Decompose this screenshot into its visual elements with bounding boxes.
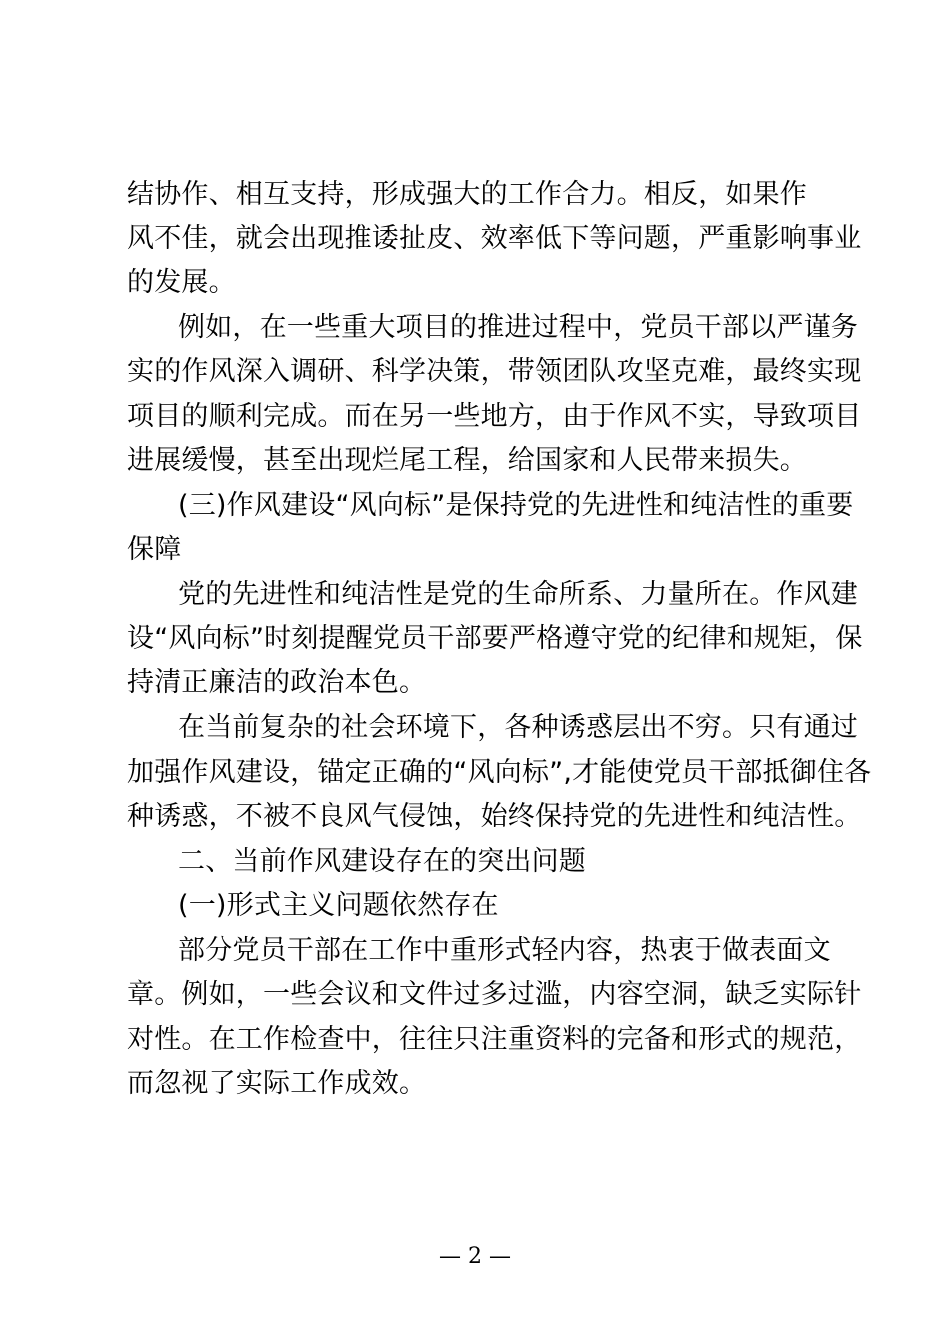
chapter-heading: 二、当前作风建设存在的突出问题 <box>178 846 586 877</box>
body-text-line: 种诱惑，不被不良风气侵蚀，始终保持党的先进性和纯洁性。 <box>127 801 862 832</box>
body-text-line: 结协作、相互支持，形成强大的工作合力。相反，如果作 <box>127 179 807 210</box>
body-text-line: 项目的顺利完成。而在另一些地方，由于作风不实，导致项目 <box>127 401 862 432</box>
body-text-line: 持清正廉洁的政治本色。 <box>127 667 427 698</box>
section-heading: (一)形式主义问题依然存在 <box>178 890 499 921</box>
body-text-line: 设“风向标”时刻提醒党员干部要严格遵守党的纪律和规矩，保 <box>127 623 863 654</box>
body-text-line: 对性。在工作检查中，往往只注重资料的完备和形式的规范， <box>127 1024 862 1055</box>
paragraph-start-line: 例如，在一些重大项目的推进过程中，党员干部以严谨务 <box>178 312 858 343</box>
paragraph-start-line: 党的先进性和纯洁性是党的生命所系、力量所在。作风建 <box>178 579 858 610</box>
body-text-line: 风不佳，就会出现推诿扯皮、效率低下等问题，严重影响事业 <box>127 223 862 254</box>
body-text-line: 而忽视了实际工作成效。 <box>127 1068 427 1099</box>
section-heading-continuation: 保障 <box>127 534 182 565</box>
section-heading: (三)作风建设“风向标”是保持党的先进性和纯洁性的重要 <box>178 490 854 521</box>
paragraph-start-line: 在当前复杂的社会环境下，各种诱惑层出不穷。只有通过 <box>178 712 858 743</box>
paragraph-start-line: 部分党员干部在工作中重形式轻内容，热衷于做表面文 <box>178 935 831 966</box>
body-text-line: 进展缓慢，甚至出现烂尾工程，给国家和人民带来损失。 <box>127 445 807 476</box>
body-text-line: 加强作风建设，锚定正确的“风向标”,才能使党员干部抵御住各 <box>127 757 872 788</box>
body-text-line: 实的作风深入调研、科学决策，带领团队攻坚克难，最终实现 <box>127 356 862 387</box>
body-text-line: 的发展。 <box>127 267 236 298</box>
body-text-line: 章。例如，一些会议和文件过多过滥，内容空洞，缺乏实际针 <box>127 979 862 1010</box>
page-number: — 2 — <box>439 1244 511 1269</box>
